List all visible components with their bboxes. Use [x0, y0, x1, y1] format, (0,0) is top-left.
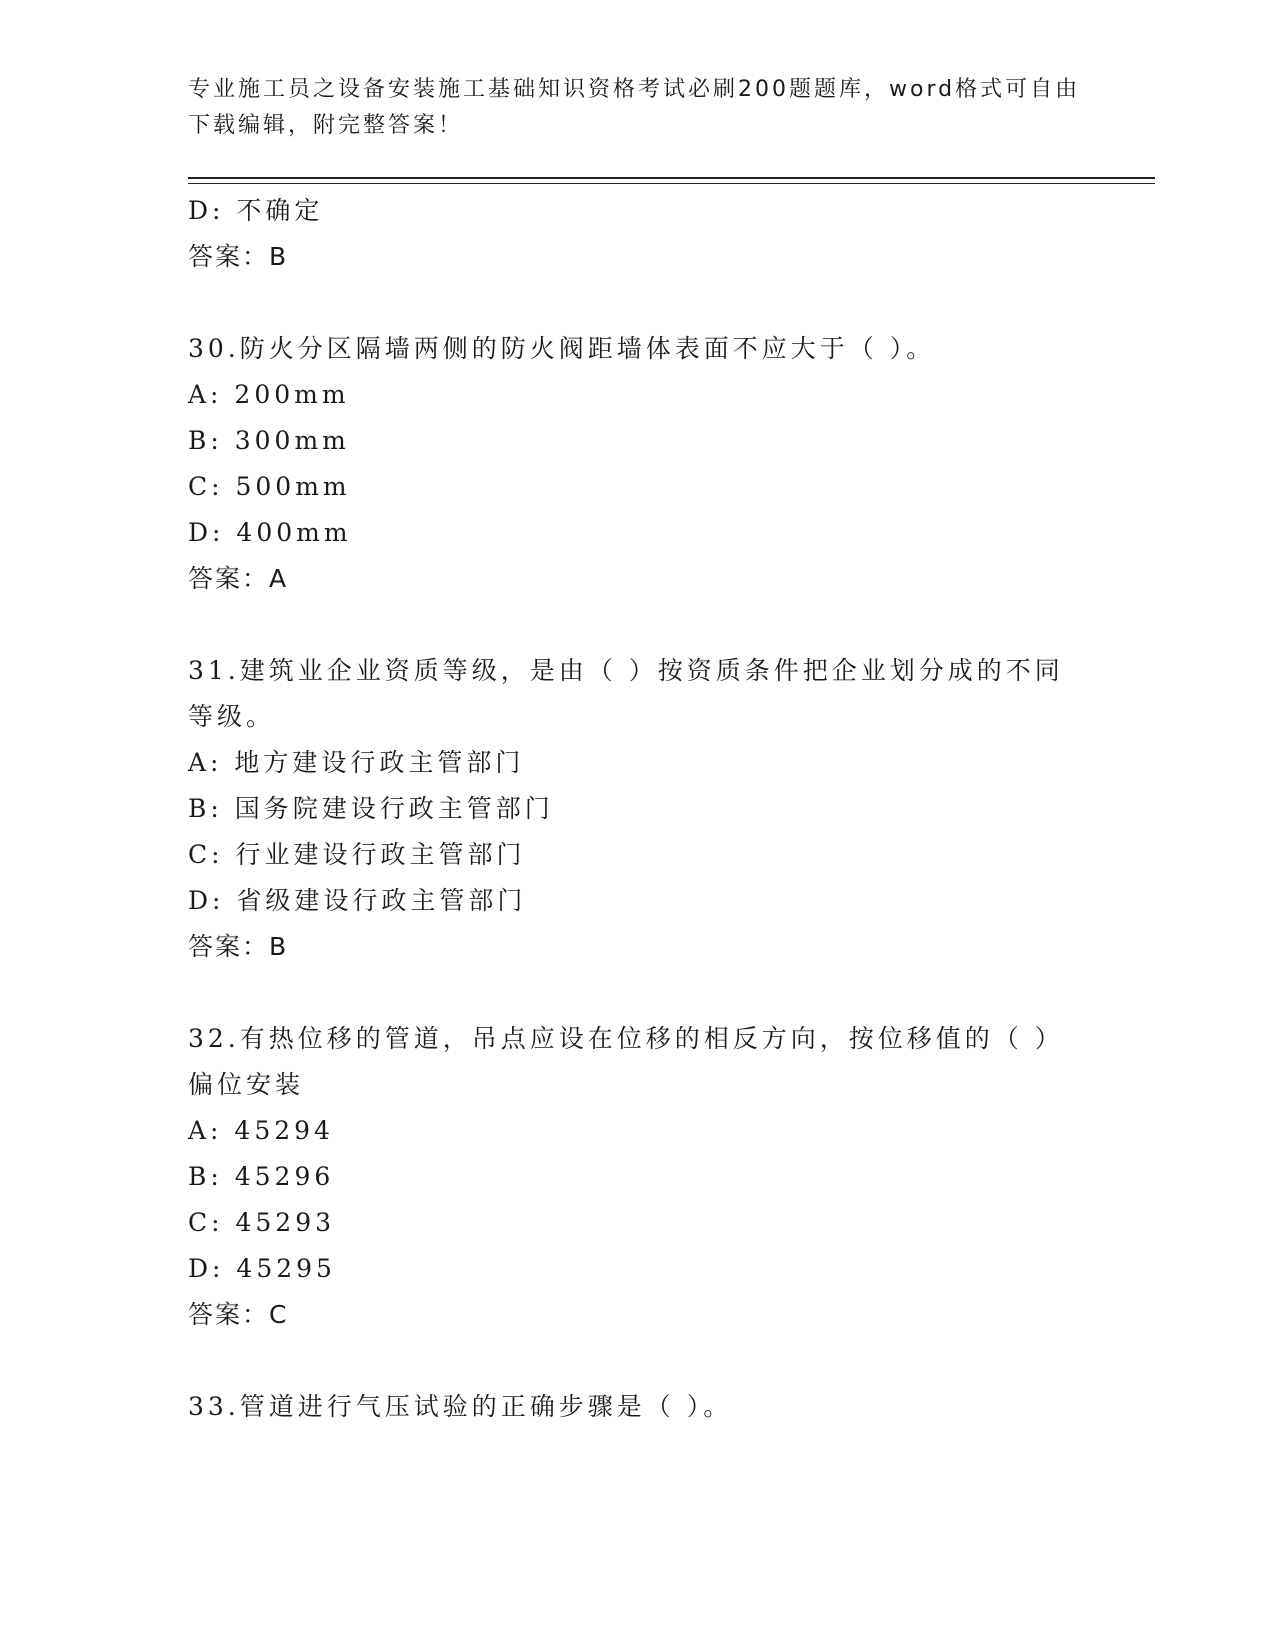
spacer: [188, 602, 1068, 648]
option-c: C: 行业建设行政主管部门: [188, 840, 526, 869]
question-32: [188, 1016, 1068, 1338]
header-rule-thick: [188, 177, 1155, 179]
question-stem: 30.防火分区隔墙两侧的防火阀距墙体表面不应大于（ ）。: [188, 334, 936, 363]
option-a: A: 45294: [188, 1116, 334, 1145]
answer-line: 答案：A: [188, 564, 289, 593]
document-header: 专业施工员之设备安装施工基础知识资格考试必刷200题题库，word格式可自由下载编辑，附完整答案！: [188, 77, 1081, 138]
option-d: D: 不确定: [188, 196, 324, 225]
option-d: D: 省级建设行政主管部门: [188, 886, 527, 915]
header-rule-thin: [188, 183, 1155, 184]
spacer: [188, 1338, 1068, 1384]
question-stem: 31.建筑业企业资质等级，是由（ ）按资质条件把企业划分成的不同等级。: [188, 656, 1064, 731]
option-a: A: 地方建设行政主管部门: [188, 748, 525, 777]
option-a: A: 200mm: [188, 380, 350, 409]
question-stem: 32.有热位移的管道，吊点应设在位移的相反方向，按位移值的（ ）偏位安装: [188, 1024, 1064, 1099]
option-d: D: 45295: [188, 1254, 336, 1283]
question-list: [188, 188, 1068, 1430]
option-b: B: 国务院建设行政主管部门: [188, 794, 554, 823]
question-31: [188, 648, 1068, 970]
question-33: [188, 1384, 1068, 1430]
option-b: B: 300mm: [188, 426, 350, 455]
answer-line: 答案：C: [188, 1300, 289, 1329]
question-30: [188, 326, 1068, 602]
option-b: B: 45296: [188, 1162, 335, 1191]
answer-line: 答案：B: [188, 932, 289, 961]
option-c: C: 45293: [188, 1208, 336, 1237]
question-stem: 33.管道进行气压试验的正确步骤是（ ）。: [188, 1392, 733, 1421]
answer-line: 答案：B: [188, 242, 289, 271]
spacer: [188, 970, 1068, 1016]
spacer: [188, 280, 1068, 326]
option-c: C: 500mm: [188, 472, 351, 501]
option-d: D: 400mm: [188, 518, 352, 547]
